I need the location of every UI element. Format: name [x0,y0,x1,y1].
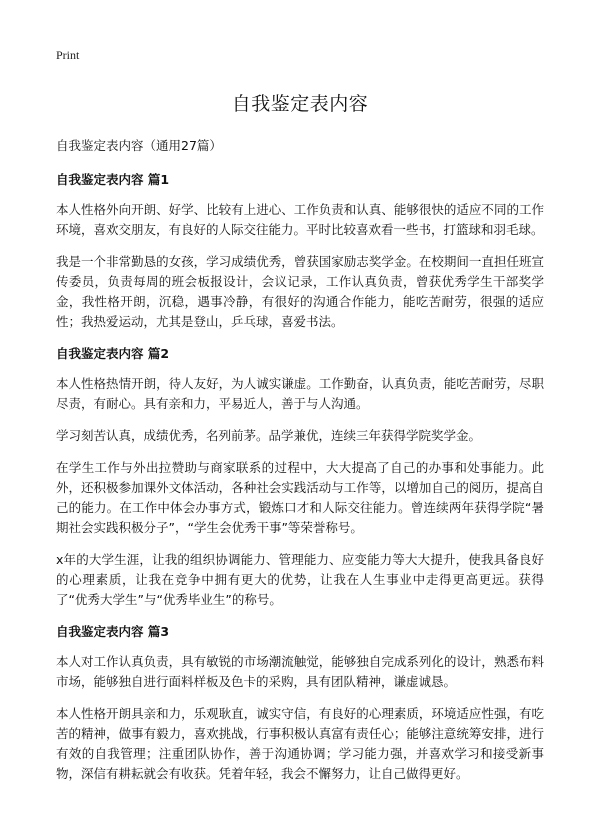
section-heading: 自我鉴定表内容 篇3 [56,624,170,639]
section-2 [56,344,544,610]
section-paragraph: 本人性格外向开朗、好学、比较有上进心、工作负责和认真、能够很快的适应不同的工作环境，喜欢交朋友，有良好的人际交往能力。平时比较喜欢看一些书，打篮球和羽毛球。 [56,202,544,237]
section-paragraph: 本人对工作认真负责，具有敏锐的市场潮流触觉，能够独自完成系列化的设计，熟悉布料市场，能够独自进行面料样板及色卡的采购，具有团队精神，谦虚诚恳。 [56,654,544,689]
section-paragraph: 本人性格热情开朗，待人友好，为人诚实谦虚。工作勤奋，认真负责，能吃苦耐劳，尽职尽责，有耐心。具有亲和力，平易近人，善于与人沟通。 [56,376,544,411]
print-link[interactable]: Print [56,48,80,62]
section-paragraph: 学习刻苦认真，成绩优秀，名列前茅。品学兼优，连续三年获得学院奖学金。 [56,428,482,443]
section-paragraph: 本人性格开朗具亲和力，乐观耿直，诚实守信，有良好的心理素质，环境适应性强，有吃苦的精神，做事有毅力，喜欢挑战，行事积极认真富有责任心；能够注意统筹安排，进行有效的自我管理；注重团队协作，善于沟通协调；学习能力强，并喜欢学习和接受新事物，深信有耕耘就会有收获。凭着年轻，我会不懈努力，让自己做得更好。 [56,706,544,781]
section-heading: 自我鉴定表内容 篇2 [56,346,170,361]
document-subtitle: 自我鉴定表内容（通用27篇） [56,138,222,153]
section-heading: 自我鉴定表内容 篇1 [56,172,170,187]
section-paragraph: 在学生工作与外出拉赞助与商家联系的过程中，大大提高了自己的办事和处事能力。此外，还积极参加课外文体活动，各种社会实践活动与工作等，以增加自己的阅历，提高自己的能力。在工作中体会办事方式，锻炼口才和人际交往能力。曾连续两年获得学院“暑期社会实践积极分子”，“学生会优秀干事”等荣誉称号。 [56,460,544,535]
section-paragraph: 我是一个非常勤恳的女孩，学习成绩优秀，曾获国家励志奖学金。在校期间一直担任班宣传委员，负责每周的班会板报设计，会议记录，工作认真负责，曾获优秀学生干部奖学金，我性格开朗，沉稳，遇事冷静，有很好的沟通合作能力，能吃苦耐劳，很强的适应性；我热爱运动，尤其是登山，乒乓球，喜爱书法。 [56,254,544,329]
document-title: 自我鉴定表内容 [231,93,369,115]
section-3 [56,622,544,784]
section-1 [56,170,544,332]
section-paragraph: x年的大学生涯，让我的组织协调能力、管理能力、应变能力等大大提升，使我具备良好的心理素质，让我在竞争中拥有更大的优势，让我在人生事业中走得更高更远。获得了“优秀大学生”与“优秀毕业生”的称号。 [56,552,544,607]
